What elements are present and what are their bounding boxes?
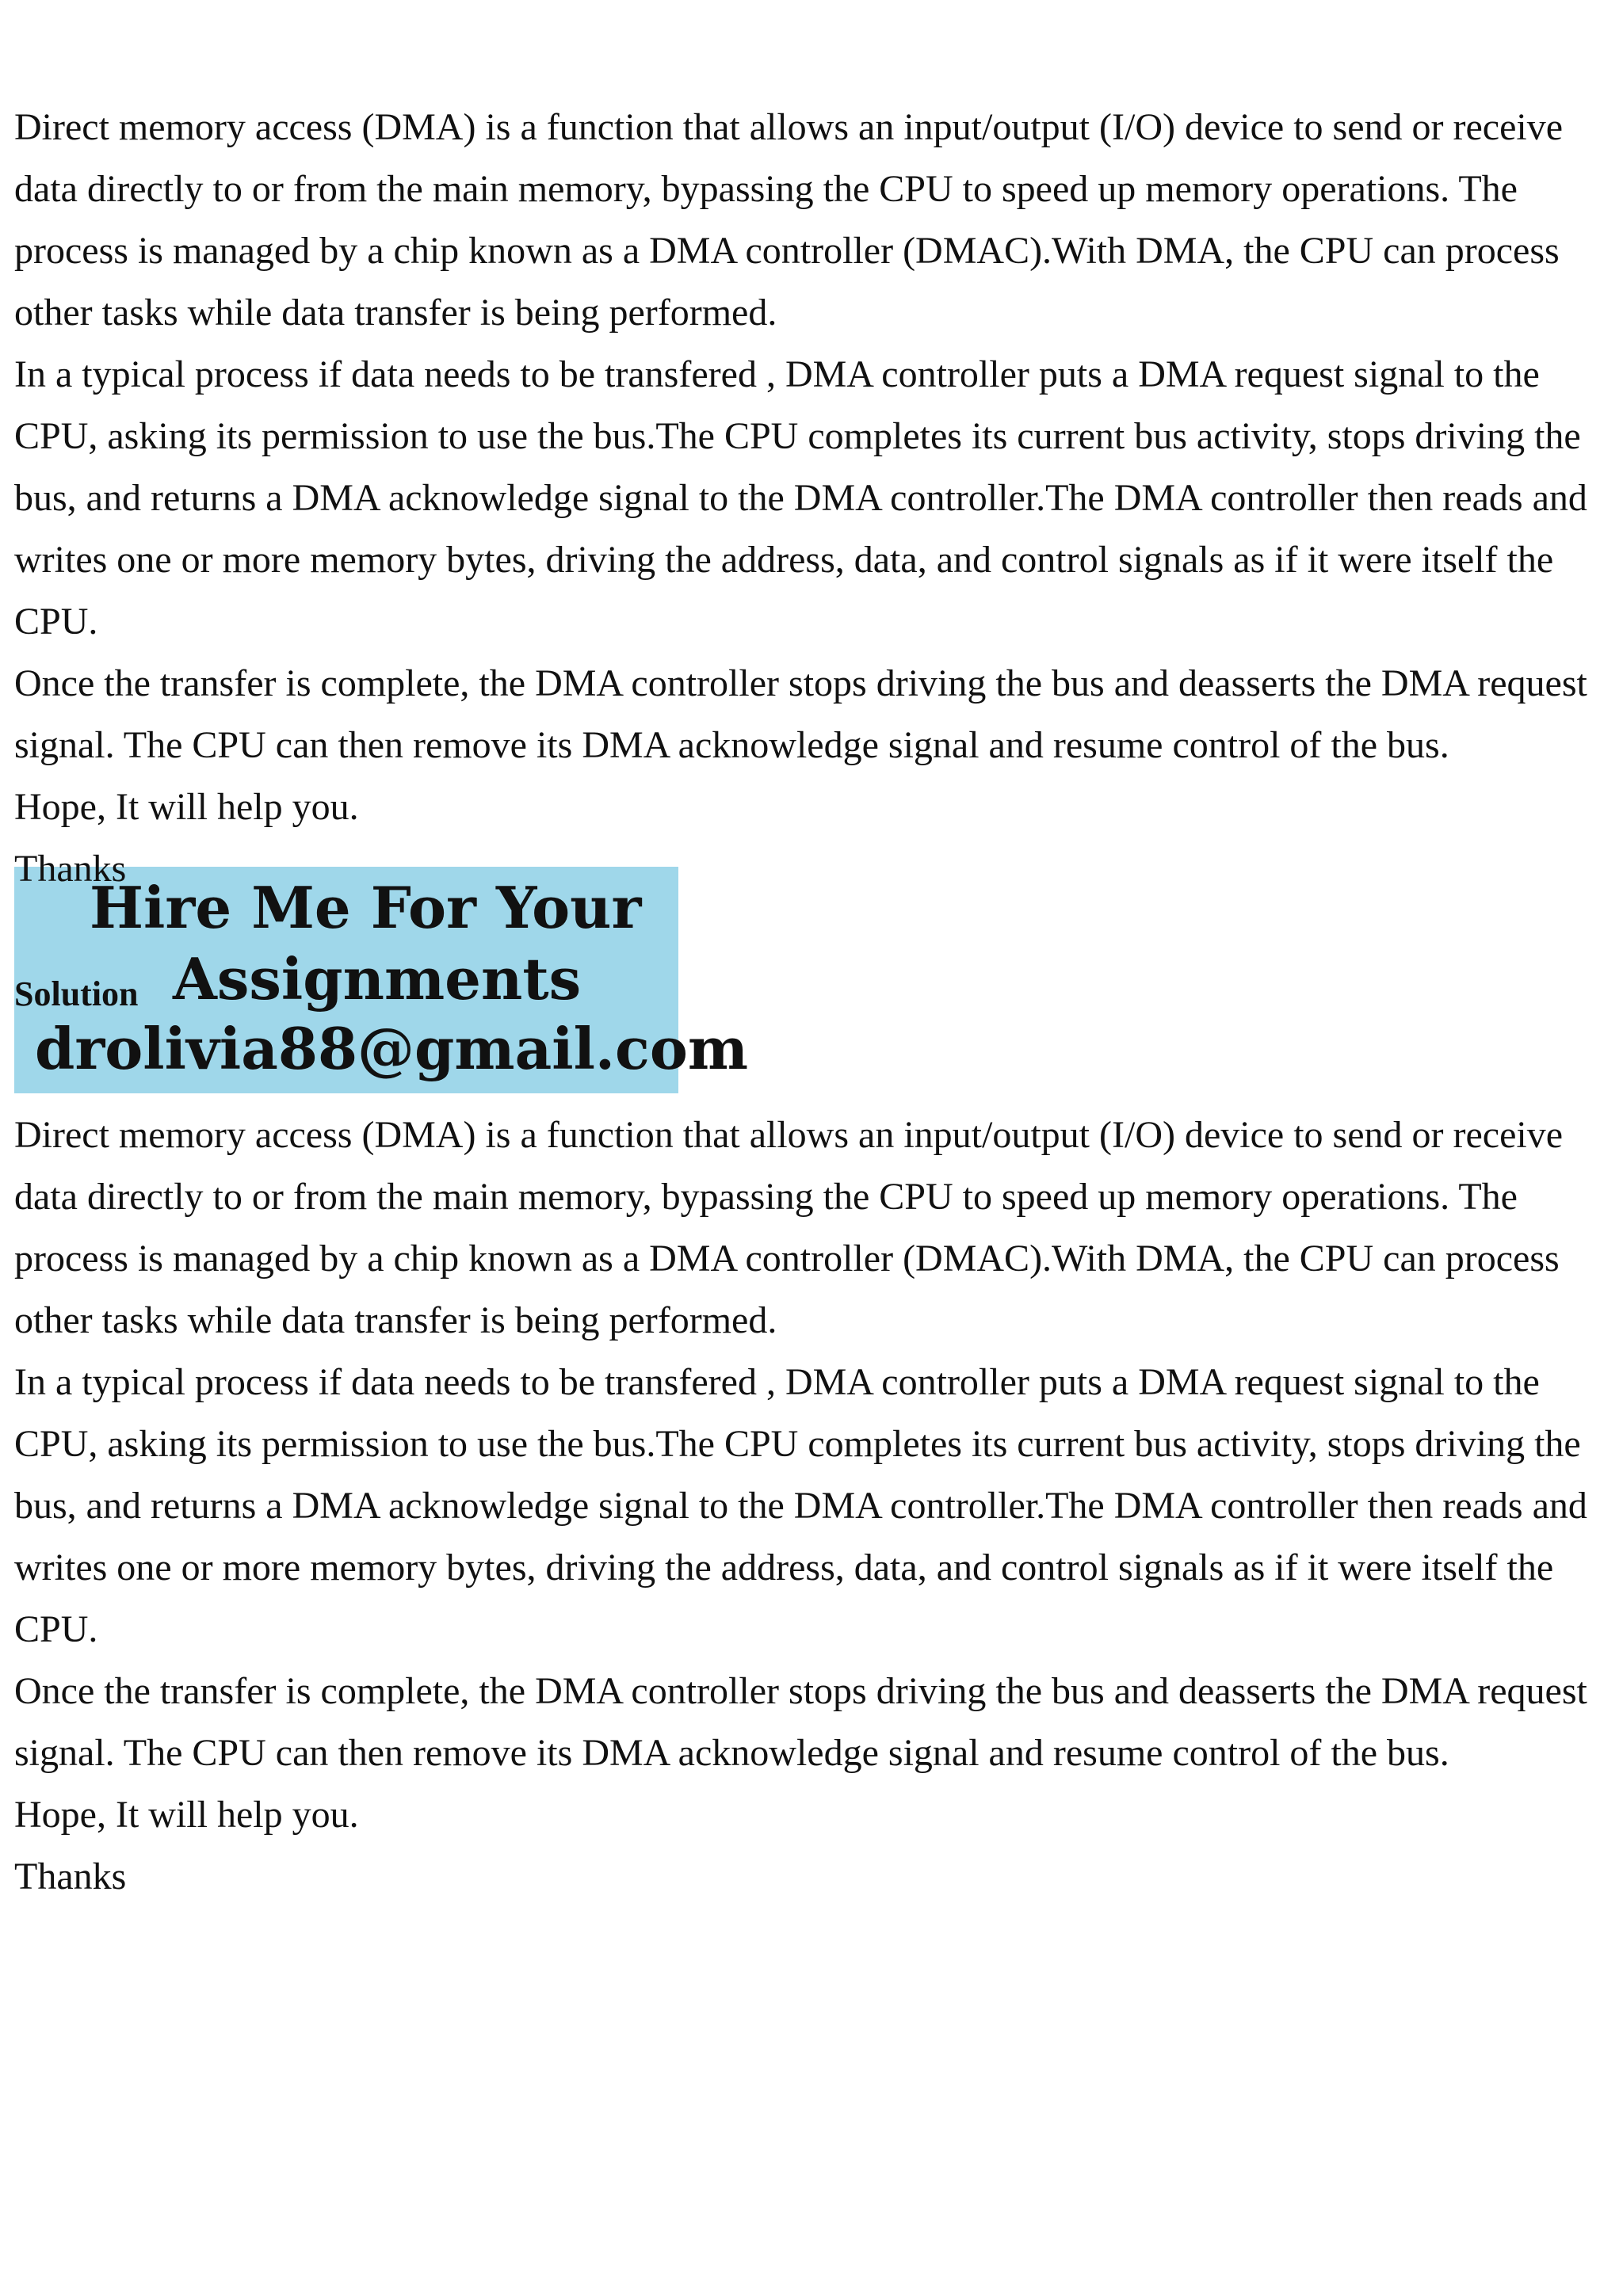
paragraph-thanks xyxy=(14,838,1607,867)
banner-solution-label: Solution xyxy=(14,974,139,1013)
document-page xyxy=(14,97,1607,1908)
paragraph-thanks: Thanks xyxy=(14,1855,127,1897)
paragraph-dma-completion: Once the transfer is complete, the DMA controller stops driving the bus and deasserts the DMA request signal. The CPU can then remove its DMA acknowledge signal and resume control of the bus. xyxy=(14,662,1587,766)
answer-block-second xyxy=(14,1104,1607,1908)
paragraph-dma-process: In a typical process if data needs to be transfered , DMA controller puts a DMA request signal to the CPU, asking its permission to use the bus.The CPU completes its current bus activity, stops driving the bus, and returns a DMA acknowledge signal to the DMA controller.The DMA controller then reads and writes one or more memory bytes, driving the address, data, and control signals as if it were itself the CPU. xyxy=(14,353,1587,643)
paragraph-hope: Hope, It will help you. xyxy=(14,786,359,828)
hire-me-banner xyxy=(14,867,749,1093)
paragraph-dma-completion: Once the transfer is complete, the DMA controller stops driving the bus and deasserts the DMA request signal. The CPU can then remove its DMA acknowledge signal and resume control of the bus. xyxy=(14,1670,1587,1774)
banner-headline: Hire Me For Your xyxy=(90,874,642,941)
paragraph-dma-process: In a typical process if data needs to be transfered , DMA controller puts a DMA request signal to the CPU, asking its permission to use the bus.The CPU completes its current bus activity, stops driving the bus, and returns a DMA acknowledge signal to the DMA controller.The DMA controller then reads and writes one or more memory bytes, driving the address, data, and control signals as if it were itself the CPU. xyxy=(14,1361,1587,1650)
banner-assignments: Assignments xyxy=(173,945,582,1013)
answer-block-first xyxy=(14,97,1607,867)
paragraph-hope: Hope, It will help you. xyxy=(14,1794,359,1836)
paragraph-dma-definition: Direct memory access (DMA) is a function that allows an input/output (I/O) device to send or receive data directly to or from the main memory, bypassing the CPU to speed up memory operations. The process is managed by a chip known as a DMA controller (DMAC).With DMA, the CPU can process other tasks while data transfer is being performed. xyxy=(14,106,1564,334)
banner-email: drolivia88@gmail.com xyxy=(35,1015,749,1082)
paragraph-dma-definition: Direct memory access (DMA) is a function that allows an input/output (I/O) device to send or receive data directly to or from the main memory, bypassing the CPU to speed up memory operations. The process is managed by a chip known as a DMA controller (DMAC).With DMA, the CPU can process other tasks while data transfer is being performed. xyxy=(14,1114,1564,1341)
